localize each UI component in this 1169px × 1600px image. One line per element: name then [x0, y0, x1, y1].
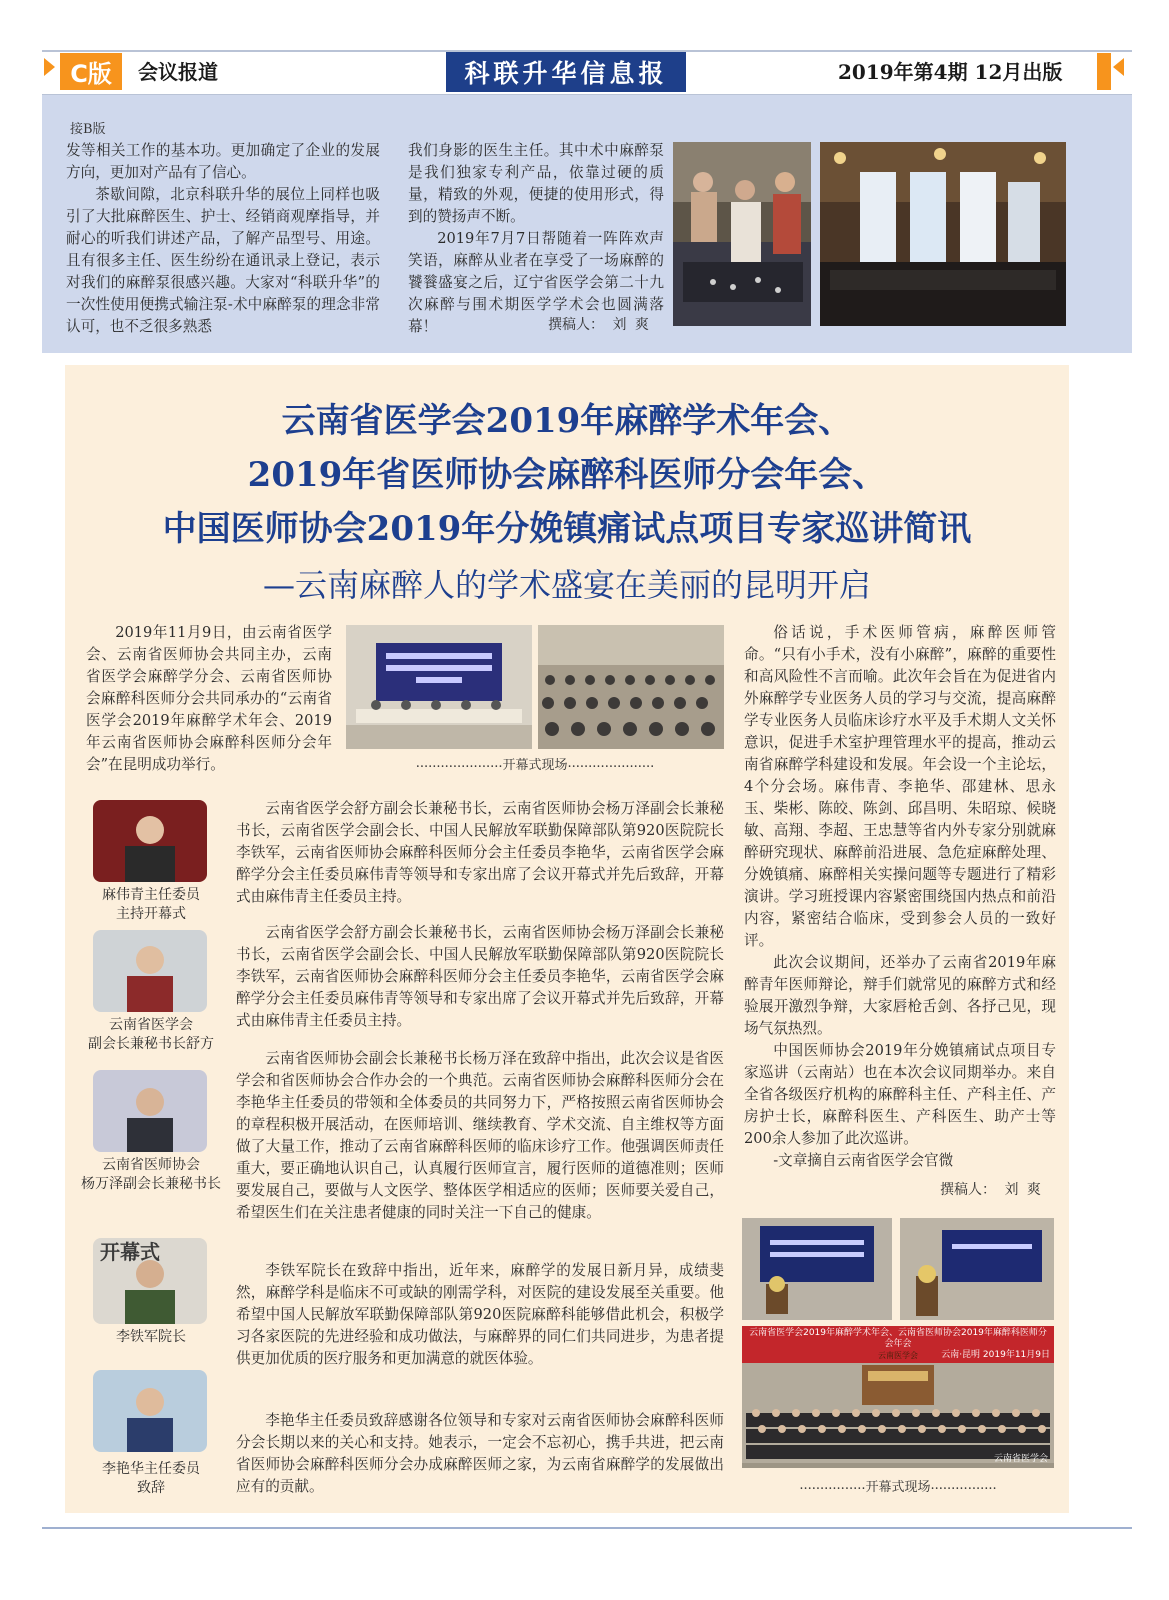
article-para-2: 云南省医学会舒方副会长兼秘书长，云南省医师协会杨万泽副会长兼秘书长，云南省医学会副会长、中国人民解放军联勤保障部队第920医院院长李铁军，云南省医师协会麻醉科医师分会主任委员李艳华，云南省医学会麻醉学分会主任委员麻伟青等领导和专家出席了会议开幕式并先后致辞，开幕式由麻伟青主任委员主持。 — [236, 924, 724, 1029]
top-col-2 — [408, 140, 664, 338]
portrait-li-yanhua — [93, 1370, 207, 1452]
photo-caption-bottom-text: 开幕式现场 — [865, 1480, 931, 1495]
portrait-caption-2: 云南省医学会 副会长兼秘书长舒方 — [88, 1017, 214, 1052]
portrait-caption-3: 云南省医师协会 杨万泽副会长兼秘书长 — [81, 1157, 221, 1192]
booth-photo-2 — [820, 142, 1066, 326]
article-para-3: 云南省医师协会副会长兼秘书长杨万泽在致辞中指出，此次会议是省医学会和省医师协会合作办会的一个典范。云南省医师协会麻醉科医师分会在李艳华主任委员的带领和全体委员的共同努力下，严格按照云南省医师协会的章程积极开展活动，在医师培训、继续教育、学术交流、自主维权等方面做了大量工作，推动了云南省麻醉科医师的临床诊疗工作。他强调医师责任重大，要正确地认识自己，认真履行医师宣言，履行医师的道德准则；医师要发展自己，要做与人文医学、整体医学相适应的医师；医师要关爱自己，希望医生们在关注患者健康的同时关注一下自己的健康。 — [236, 1050, 724, 1221]
portrait-caption-1: 麻伟青主任委员 主持开幕式 — [102, 887, 200, 922]
wechat-watermark: 云南省医学会 — [993, 1454, 1048, 1464]
top-col2-para-1: 我们身影的医生主任。其中术中麻醉泵是我们独家专利产品，依靠过硬的质量，精致的外观，便捷的使用形式，得到的赞扬声不断。 — [408, 142, 664, 225]
portrait-caption-4: 李铁军院长 — [116, 1329, 186, 1345]
portrait-yang-wanze — [93, 1070, 207, 1152]
top-author: 撰稿人： 刘 爽 — [548, 317, 649, 333]
photo-caption-bottom: ................ 开幕式现场 ................ — [799, 1478, 997, 1495]
group-photo — [742, 1326, 1054, 1468]
article-title-line-2: 2019年省医师协会麻醉科医师分会年会、 — [247, 455, 887, 495]
photo-caption-top-text: 开幕式现场 — [502, 758, 568, 773]
portrait-ma-weiqing — [93, 800, 207, 882]
article-title-line-3: 中国医师协会2019年分娩镇痛试点项目专家巡讲简讯 — [162, 509, 972, 549]
speech-photo-2 — [900, 1218, 1054, 1320]
article-source: -文章摘自云南省医学会官微 — [773, 1152, 954, 1169]
top-col2-para-2: 2019年7月7日帮随着一阵阵欢声笑语，麻醉从业者在享受了一场麻醉的饕餮盛宴之后，辽宁省医学会第二十九次麻醉与围术期医学学术会也圆满落幕！ — [408, 230, 664, 335]
masthead: 科联升华信息报 — [446, 52, 686, 92]
portrait-overlay-text: 开幕式 — [100, 1240, 160, 1264]
article-subtitle: —云南麻醉人的学术盛宴在美丽的昆明开启 — [262, 566, 871, 604]
top-col-1 — [66, 140, 380, 338]
top-col1-para-1: 发等相关工作的基本功。更加确定了企业的发展方向，更加对产品有了信心。 — [66, 142, 380, 181]
continued-note: 接B版 — [70, 122, 106, 137]
portrait-caption-5: 李艳华主任委员 致辞 — [102, 1461, 200, 1496]
article-para-4: 李铁军院长在致辞中指出，近年来，麻醉学的发展日新月异，成绩斐然，麻醉学科是临床不可或缺的刚需学科，对医院的建设发展至关重要。他希望中国人民解放军联勤保障部队第920医院麻醉科能够借此机会，积极学习各家医院的先进经验和成功做法，与麻醉界的同仁们共同进步，为患者提供更加优质的医疗服务和更加满意的就医体验。 — [236, 1262, 724, 1367]
article-para-1: 云南省医学会舒方副会长兼秘书长，云南省医师协会杨万泽副会长兼秘书长，云南省医学会副会长、中国人民解放军联勤保障部队第920医院院长李铁军，云南省医师协会麻醉科医师分会主任委员李艳华，云南省医学会麻醉学分会主任委员麻伟青等领导和专家出席了会议开幕式并先后致辞，开幕式由麻伟青主任委员主持。 — [236, 800, 724, 905]
page-bottom-rule — [42, 1527, 1132, 1529]
portrait-shu-fang — [93, 930, 207, 1012]
right-para-2: 此次会议期间，还举办了云南省2019年麻醉青年医师辩论，辩手们就常见的麻醉方式和经验展开激烈争辩，大家唇枪舌剑、各抒己见，现场气氛热烈。 — [744, 954, 1056, 1037]
article-para-5: 李艳华主任委员致辞感谢各位领导和专家对云南省医师协会麻醉科医师分会长期以来的关心和支持。她表示，一定会不忘初心，携手共进，把云南省医师协会麻醉科医师分会办成麻醉医师之家，为云南省麻醉学的发展做出应有的贡献。 — [236, 1412, 724, 1495]
banner-sign: 云南医学会 — [878, 1351, 918, 1360]
opening-photo-audience — [538, 625, 724, 749]
article-intro: 2019年11月9日，由云南省医学会、云南省医师协会共同主办，云南省医学会麻醉学分会、云南省医师协会麻醉科医师分会共同承办的“云南省医学会2019年麻醉学术年会、2019年云南省医师协会麻醉科医师分会年会”在昆明成功举行。 — [86, 624, 332, 773]
right-para-3: 中国医师协会2019年分娩镇痛试点项目专家巡讲（云南站）也在本次会议同期举办。来自全省各级医疗机构的麻醉科主任、产科主任、产房护士长，麻醉科医生、产科医生、助产士等200余人参加了此次巡讲。 — [744, 1042, 1056, 1147]
edition-badge: C版 — [60, 53, 122, 90]
article-right-column — [744, 622, 1056, 1172]
right-arrow-icon — [1113, 58, 1124, 76]
article-title-line-1: 云南省医学会2019年麻醉学术年会、 — [281, 401, 853, 441]
banner-line-2: 云南·昆明 2019年11月9日 — [941, 1350, 1050, 1360]
booth-photo-1 — [673, 142, 811, 326]
photo-caption-top: ..................... 开幕式现场 ..................... — [415, 756, 655, 773]
right-para-1: 俗话说，手术医师管病，麻醉医师管命。“只有小手术，没有小麻醉”，麻醉的重要性和高风险性不言而喻。此次年会旨在为促进省内外麻醉学专业医务人员的学习与交流，提高麻醉学专业医务人员临床诊疗水平及手术期人文关怀意识，促进手术室护理管理水平的提高，推动云南省麻醉学科建设和发展。年会设一个主论坛，4个分会场。麻伟青、李艳华、邵建林、思永玉、柴彬、陈皎、陈剑、邱昌明、朱昭琼、候晓敏、高翔、李超、王忠慧等省内外专家分别就麻醉研究现状、麻醉前沿进展、急危症麻醉处理、分娩镇痛、麻醉相关实操问题等专题进行了精彩演讲。学习班授课内容紧密围绕国内热点和前沿内容，紧密结合临床，受到参会人员的一致好评。 — [744, 624, 1056, 949]
article-author: 撰稿人： 刘 爽 — [940, 1182, 1041, 1198]
opening-photo-stage — [346, 625, 532, 749]
header-accent-bar — [1097, 53, 1111, 90]
left-arrow-icon — [44, 58, 55, 76]
banner-line-1: 云南省医学会2019年麻醉学术年会、云南省医师协会2019年麻醉科医师分会年会 — [749, 1328, 1047, 1349]
speech-photo-1 — [742, 1218, 892, 1320]
section-name: 会议报道 — [138, 60, 218, 84]
top-col1-para-2: 茶歇间隙，北京科联升华的展位上同样也吸引了大批麻醉医生、护士、经销商观摩指导，并耐心的听我们讲述产品，了解产品型号、用途。且有很多主任、医生纷纷在通讯录上登记，表示对我们的麻醉泵很感兴趣。大家对“科联升华”的一次性使用便携式输注泵-术中麻醉泵的理念非常认可，也不乏很多熟悉 — [66, 186, 380, 335]
issue-info: 2019年第4期 12月出版 — [838, 60, 1063, 84]
